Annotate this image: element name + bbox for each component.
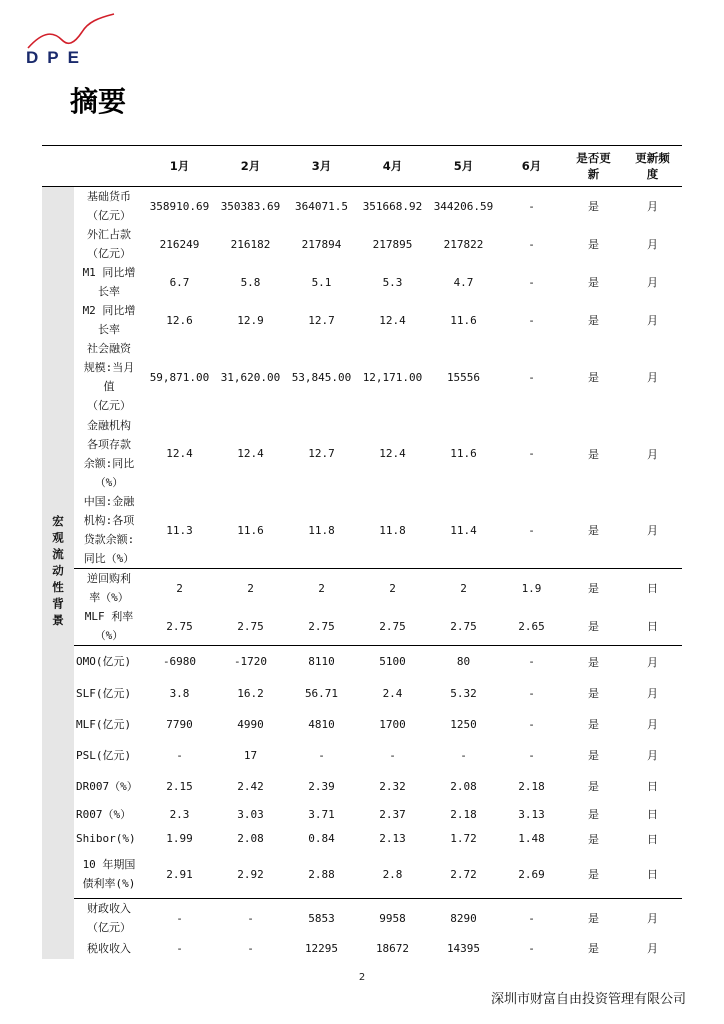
table-cell: 16.2 — [237, 686, 264, 700]
table-cell: 2.72 — [428, 851, 499, 899]
row-label: 财政收入 （亿元） — [87, 902, 131, 934]
table-cell: 2 — [247, 581, 254, 595]
table-cell: 2.18 — [450, 807, 477, 821]
row-label: 10 年期国 债利率(%) — [74, 851, 144, 899]
table-cell: - — [528, 911, 535, 925]
table-cell: 3.71 — [308, 807, 335, 821]
table-cell: 216249 — [159, 237, 200, 251]
table-row — [42, 740, 682, 771]
table-cell: 2.39 — [308, 779, 335, 793]
table-cell: 是 — [588, 749, 599, 762]
table-cell: 11.3 — [144, 492, 215, 569]
table-cell: 月 — [647, 238, 658, 251]
data-table — [42, 145, 682, 959]
column-header: 是否更 新 — [564, 146, 623, 187]
table-cell: 月 — [647, 200, 658, 213]
table-cell: 是 — [588, 276, 599, 289]
table-cell: 11.8 — [357, 492, 428, 569]
row-label: PSL(亿元) — [76, 748, 132, 762]
table-cell: 5.3 — [382, 275, 403, 289]
table-cell: 日 — [623, 851, 682, 899]
table-cell: - — [528, 686, 535, 700]
table-cell: 是 — [588, 832, 599, 846]
table-cell: 是 — [564, 607, 623, 646]
table-cell: 2.08 — [237, 832, 264, 845]
table-row — [42, 607, 682, 646]
table-cell: 12.7 — [308, 313, 335, 327]
table-cell: 是 — [588, 200, 599, 213]
table-cell: 364071.5 — [295, 199, 348, 213]
table-cell: 2.88 — [286, 851, 357, 899]
table-cell: 11.6 — [450, 313, 477, 327]
column-header: 4月 — [357, 146, 428, 187]
row-label: R007（%） — [76, 807, 132, 821]
table-cell: 0.84 — [308, 832, 335, 845]
header-blank — [42, 146, 74, 187]
table-cell: - — [176, 911, 183, 925]
section-label: 宏观流动性背景 — [42, 187, 74, 960]
table-cell: 4.7 — [453, 275, 474, 289]
table-cell: 351668.92 — [362, 199, 423, 213]
table-cell: 是 — [588, 238, 599, 251]
table-cell: -6980 — [162, 655, 197, 669]
table-row — [42, 646, 682, 678]
table-row — [42, 187, 682, 226]
table-cell: 是 — [588, 371, 599, 384]
table-cell: 是 — [588, 942, 599, 955]
table-cell: 2.75 — [215, 607, 286, 646]
table-cell: 12,171.00 — [362, 370, 423, 384]
table-row — [42, 851, 682, 899]
table-cell: 2 — [176, 581, 183, 595]
table-cell: 日 — [623, 607, 682, 646]
table-cell: 5100 — [379, 655, 406, 669]
table-cell: 日 — [647, 582, 658, 595]
table-cell: 2.42 — [237, 779, 264, 793]
table-cell: 59,871.00 — [149, 370, 210, 384]
row-label: 税收收入 — [87, 941, 131, 955]
table-cell: 2.4 — [382, 686, 403, 700]
table-row — [42, 771, 682, 802]
table-row — [42, 492, 682, 569]
table-cell: 344206.59 — [433, 199, 494, 213]
table-cell: 1250 — [450, 717, 477, 731]
column-header: 1月 — [144, 146, 215, 187]
table-cell: 月 — [647, 371, 658, 384]
table-cell: 2.75 — [286, 607, 357, 646]
table-cell: - — [528, 199, 535, 213]
table-cell: - — [528, 717, 535, 731]
table-cell: 12.4 — [379, 313, 406, 327]
table-cell: 是 — [588, 687, 599, 700]
table-cell: 2.69 — [499, 851, 564, 899]
table-cell: 日 — [647, 832, 658, 846]
table-cell: 月 — [647, 718, 658, 731]
table-cell: 2.8 — [357, 851, 428, 899]
table-cell: 216182 — [230, 237, 271, 251]
table-cell: - — [528, 275, 535, 289]
table-cell: 217822 — [443, 237, 484, 251]
table-cell: 11.6 — [215, 492, 286, 569]
table-cell: 1.99 — [166, 832, 193, 845]
table-row — [42, 709, 682, 740]
table-cell: 2.13 — [379, 832, 406, 845]
table-cell: 4990 — [237, 717, 264, 731]
row-label: 外汇占款 （亿元） — [87, 228, 131, 260]
table-cell: - — [528, 447, 535, 460]
table-cell: 31,620.00 — [220, 370, 281, 384]
table-cell: 18672 — [375, 941, 410, 955]
table-cell: 3.03 — [237, 807, 264, 821]
table-cell: - — [318, 748, 325, 762]
table-cell: 11.4 — [428, 492, 499, 569]
page-number: 2 — [358, 972, 366, 983]
table-cell: 是 — [588, 314, 599, 327]
table-cell: 12.6 — [166, 313, 193, 327]
row-label: M2 同比增 长率 — [82, 304, 136, 336]
table-cell: 2 — [460, 581, 467, 595]
table-row — [42, 263, 682, 301]
column-header: 2月 — [215, 146, 286, 187]
row-label: OMO(亿元) — [76, 655, 132, 669]
table-cell: - — [528, 313, 535, 327]
table-cell: 2.75 — [144, 607, 215, 646]
header-blank — [74, 146, 144, 187]
table-cell: 358910.69 — [149, 199, 210, 213]
table-cell: - — [528, 655, 535, 669]
table-cell: 12.4 — [379, 447, 406, 460]
table-cell: 是 — [588, 582, 599, 595]
table-cell: 9958 — [379, 911, 406, 925]
table-row — [42, 415, 682, 492]
table-cell: 2.91 — [144, 851, 215, 899]
table-cell: 5.1 — [311, 275, 332, 289]
table-cell: 是 — [588, 447, 599, 461]
table-cell: 15556 — [446, 370, 481, 384]
logo-text: DPE — [26, 48, 88, 67]
table-cell: 2.65 — [499, 607, 564, 646]
table-row — [42, 569, 682, 608]
table-cell: 217894 — [301, 237, 342, 251]
table-cell: 8110 — [308, 655, 335, 669]
table-cell: - — [528, 748, 535, 762]
row-label: 社会融资 规模:当月 值 （亿元） — [83, 342, 135, 412]
table-cell: 3.8 — [169, 686, 190, 700]
table-cell: 1.9 — [521, 581, 542, 595]
table-cell: 8290 — [450, 911, 477, 925]
table-cell: 12.9 — [237, 313, 264, 327]
table-cell: 月 — [647, 276, 658, 289]
table-cell: 月 — [647, 314, 658, 327]
table-cell: 是 — [564, 492, 623, 569]
table-cell: 2.75 — [357, 607, 428, 646]
table-row — [42, 899, 682, 938]
row-label: 中国:金融 机构:各项 贷款余额: 同比（%） — [74, 492, 144, 569]
table-row — [42, 678, 682, 709]
table-cell: 日 — [647, 780, 658, 793]
table-cell: - — [176, 941, 183, 955]
table-cell: - — [247, 911, 254, 925]
table-cell: 是 — [588, 655, 599, 669]
row-label: 基础货币 （亿元） — [87, 190, 131, 222]
table-row — [42, 937, 682, 959]
table-cell: 2.92 — [215, 851, 286, 899]
table-cell: 17 — [243, 748, 258, 762]
row-label: SLF(亿元) — [76, 686, 132, 700]
column-header: 5月 — [428, 146, 499, 187]
table-cell: 月 — [647, 749, 658, 762]
table-header-row — [42, 146, 682, 187]
table-cell: 1.72 — [450, 832, 477, 845]
table-cell: 1700 — [379, 717, 406, 731]
table-cell: 2.32 — [379, 779, 406, 793]
table-row — [42, 301, 682, 339]
table-cell: 月 — [623, 492, 682, 569]
table-cell: 2.37 — [379, 807, 406, 821]
table-cell: 2 — [389, 581, 396, 595]
table-cell: 5.32 — [450, 686, 477, 700]
logo-swoosh — [28, 14, 114, 48]
table-cell: 2.08 — [450, 779, 477, 793]
row-label: M1 同比增 长率 — [82, 266, 136, 298]
row-label: 逆回购利 率（%） — [87, 572, 131, 604]
table-cell: 1.48 — [518, 832, 545, 845]
column-header: 3月 — [286, 146, 357, 187]
table-row — [42, 339, 682, 415]
table-cell: 2.75 — [428, 607, 499, 646]
table-cell: 5853 — [308, 911, 335, 925]
table-cell: - — [247, 941, 254, 955]
table-cell: 5.8 — [240, 275, 261, 289]
table-cell: 4810 — [308, 717, 335, 731]
table-cell: 日 — [647, 808, 658, 821]
table-cell: 14395 — [446, 941, 481, 955]
table-cell: 月 — [647, 942, 658, 955]
row-label: MLF(亿元) — [76, 717, 132, 731]
table-cell: 是 — [588, 718, 599, 731]
table-cell: 是 — [588, 780, 599, 793]
table-cell: 2.15 — [166, 779, 193, 793]
table-cell: 2 — [318, 581, 325, 595]
table-cell: 217895 — [372, 237, 413, 251]
table-cell: 80 — [456, 655, 471, 669]
footer-company: 深圳市财富自由投资管理有限公司 — [490, 992, 686, 1007]
column-header: 6月 — [499, 146, 564, 187]
table-cell: 12295 — [304, 941, 339, 955]
table-cell: 是 — [588, 912, 599, 925]
table-cell: 7790 — [166, 717, 193, 731]
table-cell: -1720 — [233, 655, 268, 669]
table-cell: - — [528, 370, 535, 384]
table-cell: 6.7 — [169, 275, 190, 289]
row-label: Shibor(%) — [76, 832, 136, 845]
table-cell: 月 — [647, 447, 658, 461]
table-cell: 11.6 — [450, 447, 477, 460]
table-cell: 12.7 — [308, 447, 335, 460]
table-row — [42, 225, 682, 263]
table-cell: 11.8 — [286, 492, 357, 569]
table-cell: 56.71 — [304, 686, 339, 700]
table-cell: 3.13 — [518, 807, 545, 821]
table-cell: 2.18 — [518, 779, 545, 793]
table-cell: 月 — [647, 912, 658, 925]
table-cell: - — [460, 748, 467, 762]
table-cell: - — [499, 492, 564, 569]
table-cell: 是 — [564, 851, 623, 899]
column-header: 更新频 度 — [623, 146, 682, 187]
table-cell: 月 — [647, 687, 658, 700]
table-row — [42, 802, 682, 827]
table-cell: 12.4 — [237, 447, 264, 460]
table-cell: 53,845.00 — [291, 370, 352, 384]
page-title: 摘要 — [70, 85, 127, 118]
table-cell: 350383.69 — [220, 199, 281, 213]
table-cell: 月 — [647, 655, 658, 669]
row-label: DR007（%） — [76, 779, 138, 793]
table-cell: - — [389, 748, 396, 762]
table-cell: 2.3 — [169, 807, 190, 821]
row-label: MLF 利率 （%） — [74, 607, 144, 646]
table-cell: - — [528, 941, 535, 955]
row-label: 金融机构 各项存款 余额:同比 （%） — [83, 418, 135, 489]
table-cell: - — [176, 748, 183, 762]
table-row — [42, 827, 682, 851]
table-cell: 12.4 — [166, 447, 193, 460]
table-cell: - — [528, 237, 535, 251]
table-cell: 是 — [588, 808, 599, 821]
